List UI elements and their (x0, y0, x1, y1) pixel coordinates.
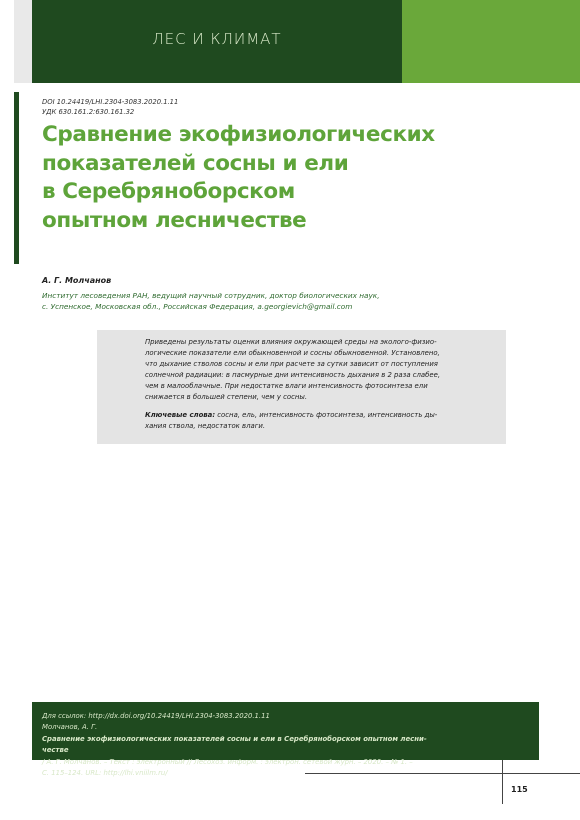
footer-vertical-divider (502, 760, 503, 804)
keywords-label: Ключевые слова: (145, 411, 216, 419)
page-number: 115 (511, 785, 528, 794)
citation-line (42, 722, 532, 745)
citation-text (42, 711, 532, 779)
affiliation-line: с. Успенское, Московская обл., Российская Федерация, a.georgievich@gmail.com (42, 302, 353, 311)
title-line: в Серебряноборском (42, 179, 295, 204)
abstract-line: снижается в большей степени, чем у сосны. (145, 393, 308, 402)
affiliation-line: Институт лесоведения РАН, ведущий научный сотрудник, доктор биологических наук, (42, 291, 380, 300)
abstract-line: что дыхание стволов сосны и ели при расчете за сутки зависит от поступления (145, 360, 438, 369)
citation-author: Молчанов, А. Г. (42, 723, 98, 732)
citation-line: Для ссылок: http://dx.doi.org/10.24419/LHI.2304-3083.2020.1.11 (42, 712, 270, 720)
author-name: А. Г. Молчанов (42, 276, 112, 285)
footer-divider (305, 773, 580, 774)
abstract-text (145, 337, 500, 404)
keywords-text: сосна, ель, интенсивность фотосинтеза, интенсивность ды- (215, 411, 438, 419)
citation-title: Сравнение экофизиологических показателей сосны и ели в Серебряноборском опытном лесни- (42, 734, 427, 743)
article-meta (42, 97, 178, 117)
keywords-line: хания ствола, недостаток влаги. (145, 422, 266, 431)
title-side-bar (14, 92, 19, 264)
journal-title: ЛЕС И КЛИМАТ (152, 30, 282, 48)
article-title (42, 121, 462, 235)
header-band-accent (402, 0, 580, 83)
citation-source: / А. Г. Молчанов. – Текст : электронный // Лесохоз. информ. : электрон. сетевой журн. – 2020. – № 1. – (42, 757, 413, 766)
header-left-strip (14, 0, 32, 83)
abstract-line: логические показатели ели обыкновенной и сосны обыкновенной. Установлено, (145, 349, 440, 358)
abstract-line: Приведены результаты оценки влияния окружающей среды на эколого-физио- (145, 338, 437, 346)
keywords-line (145, 410, 500, 421)
doi-text: DOI 10.24419/LHI.2304-3083.2020.1.11 (42, 98, 179, 106)
title-line: Сравнение экофизиологических (42, 122, 435, 147)
udk-text: УДК 630.161.2:630.161.32 (42, 108, 135, 116)
abstract-line: чем в малооблачные. При недостатке влаги интенсивность фотосинтеза ели (145, 382, 428, 391)
abstract-line: солнечной радиации: в пасмурные дни интенсивность дыхания в 2 раза слабее, (145, 371, 441, 380)
title-line: опытном лесничестве (42, 207, 307, 233)
title-line: показателей сосны и ели (42, 150, 349, 176)
citation-line: С. 115–124. URL: http://lhi.vniilm.ru/ (42, 769, 168, 778)
citation-line (42, 745, 532, 768)
citation-title-end: честве (42, 746, 69, 755)
author-affiliation (42, 290, 472, 312)
keywords (145, 410, 500, 432)
